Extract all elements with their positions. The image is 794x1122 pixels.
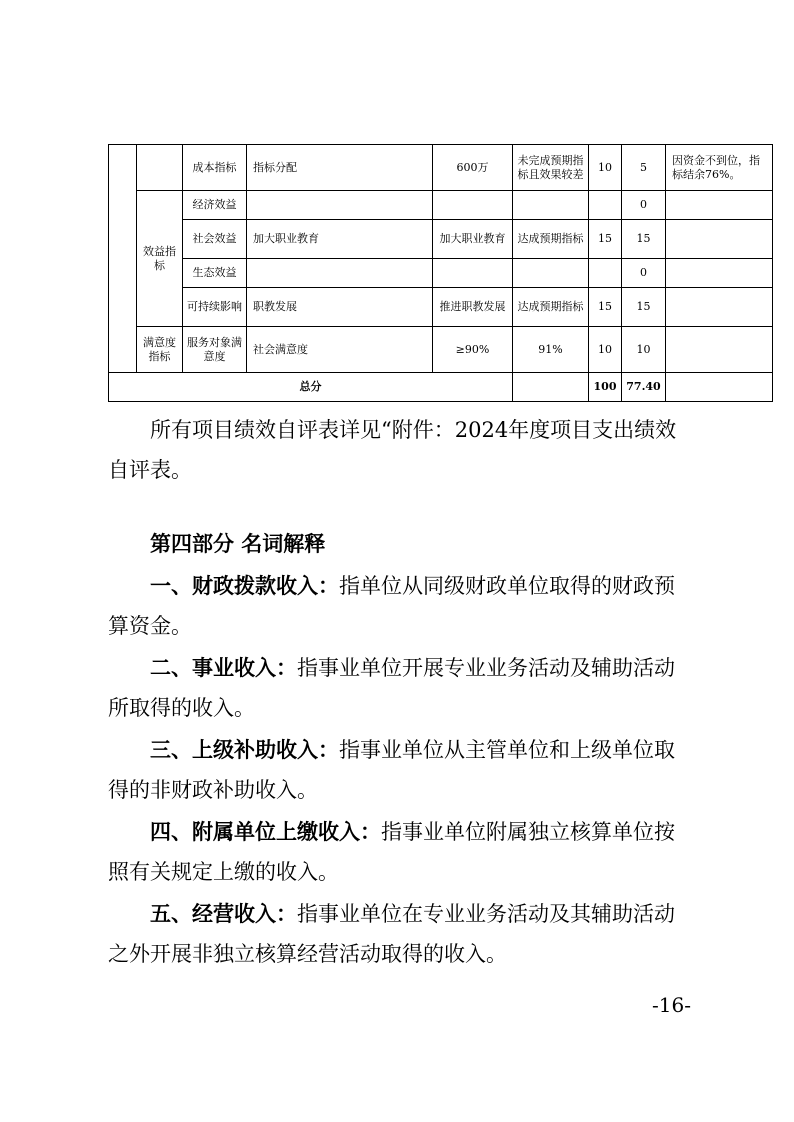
table-cell: [433, 259, 513, 288]
definition-paragraph: [108, 648, 694, 728]
definition-text: 指单位从同级财政单位取得的财政预算资金。: [108, 574, 675, 638]
table-cell: 达成预期指标: [513, 288, 589, 327]
table-row: [109, 327, 773, 373]
table-cell: 10: [622, 327, 666, 373]
definition-term: 二、事业收入：: [150, 655, 297, 680]
table-cell: 经济效益: [183, 191, 247, 220]
table-cell: 未完成预期指标且效果较差: [513, 145, 589, 191]
appendix-note: 所有项目绩效自评表详见“附件：2024年度项目支出绩效自评表。: [108, 418, 677, 482]
section-heading: 第四部分 名词解释: [150, 531, 326, 556]
table-cell: ≥90%: [433, 327, 513, 373]
definition-term: 一、财政拨款收入：: [150, 573, 339, 598]
table-cell: 600万: [433, 145, 513, 191]
table-cell: [433, 191, 513, 220]
definition-paragraph: [108, 566, 694, 646]
table-cell: 社会效益: [183, 220, 247, 259]
table-cell: [247, 259, 433, 288]
table-cell: 因资金不到位，指标结余76%。: [666, 145, 773, 191]
definition-paragraph: [108, 730, 694, 810]
definition-term: 五、经营收入：: [150, 901, 297, 926]
table-cell: 推进职教发展: [433, 288, 513, 327]
table-cell: 91%: [513, 327, 589, 373]
table-cell: 5: [622, 145, 666, 191]
definition-term: 四、附属单位上缴收入：: [150, 819, 381, 844]
table-row: [109, 220, 773, 259]
definition-paragraph: [108, 894, 694, 974]
definition-text: 指事业单位从主管单位和上级单位取得的非财政补助收入。: [108, 738, 675, 802]
table-cell: [666, 373, 773, 402]
table-cell: 社会满意度: [247, 327, 433, 373]
definition-term: 三、上级补助收入：: [150, 737, 339, 762]
table-cell: 指标分配: [247, 145, 433, 191]
table-cell: 生态效益: [183, 259, 247, 288]
definition-text: 指事业单位附属独立核算单位按照有关规定上缴的收入。: [108, 820, 675, 884]
table-cell: [589, 259, 622, 288]
total-score: 77.40: [622, 373, 666, 402]
table-row: [109, 288, 773, 327]
table-cell: [247, 191, 433, 220]
total-row: [109, 373, 773, 402]
total-label: 总分: [109, 373, 513, 402]
definition-text: 指事业单位在专业业务活动及其辅助活动之外开展非独立核算经营活动取得的收入。: [108, 902, 675, 966]
table-cell: 10: [589, 145, 622, 191]
table-cell: [666, 288, 773, 327]
table-cell: 服务对象满意度: [183, 327, 247, 373]
table-cell: 15: [622, 288, 666, 327]
table-cell: [137, 145, 183, 191]
table-row: [109, 259, 773, 288]
table-cell: 15: [622, 220, 666, 259]
table-cell: [589, 191, 622, 220]
table-cell: 职教发展: [247, 288, 433, 327]
performance-table: [108, 144, 773, 402]
table-cell: 可持续影响: [183, 288, 247, 327]
table-cell: 0: [622, 259, 666, 288]
table-cell: 加大职业教育: [433, 220, 513, 259]
table-cell: [513, 373, 589, 402]
table-cell: 成本指标: [183, 145, 247, 191]
table-cell: 0: [622, 191, 666, 220]
table-cell: [666, 259, 773, 288]
table-cell: [109, 145, 137, 373]
definition-paragraph: [108, 812, 694, 892]
table-cell: [666, 327, 773, 373]
table-cell: [513, 191, 589, 220]
table-cell: 达成预期指标: [513, 220, 589, 259]
definition-text: 指事业单位开展专业业务活动及辅助活动所取得的收入。: [108, 656, 675, 720]
table-cell: [666, 220, 773, 259]
table-cell: 10: [589, 327, 622, 373]
table-cell: [666, 191, 773, 220]
total-max-score: 100: [589, 373, 622, 402]
table-cell: 15: [589, 220, 622, 259]
table-row: [109, 145, 773, 191]
table-cell: 加大职业教育: [247, 220, 433, 259]
table-cell: 15: [589, 288, 622, 327]
table-row: [109, 191, 773, 220]
table-cell: 效益指标: [137, 191, 183, 327]
table-cell: 满意度指标: [137, 327, 183, 373]
page-number: -16-: [652, 993, 691, 1017]
table-cell: [513, 259, 589, 288]
